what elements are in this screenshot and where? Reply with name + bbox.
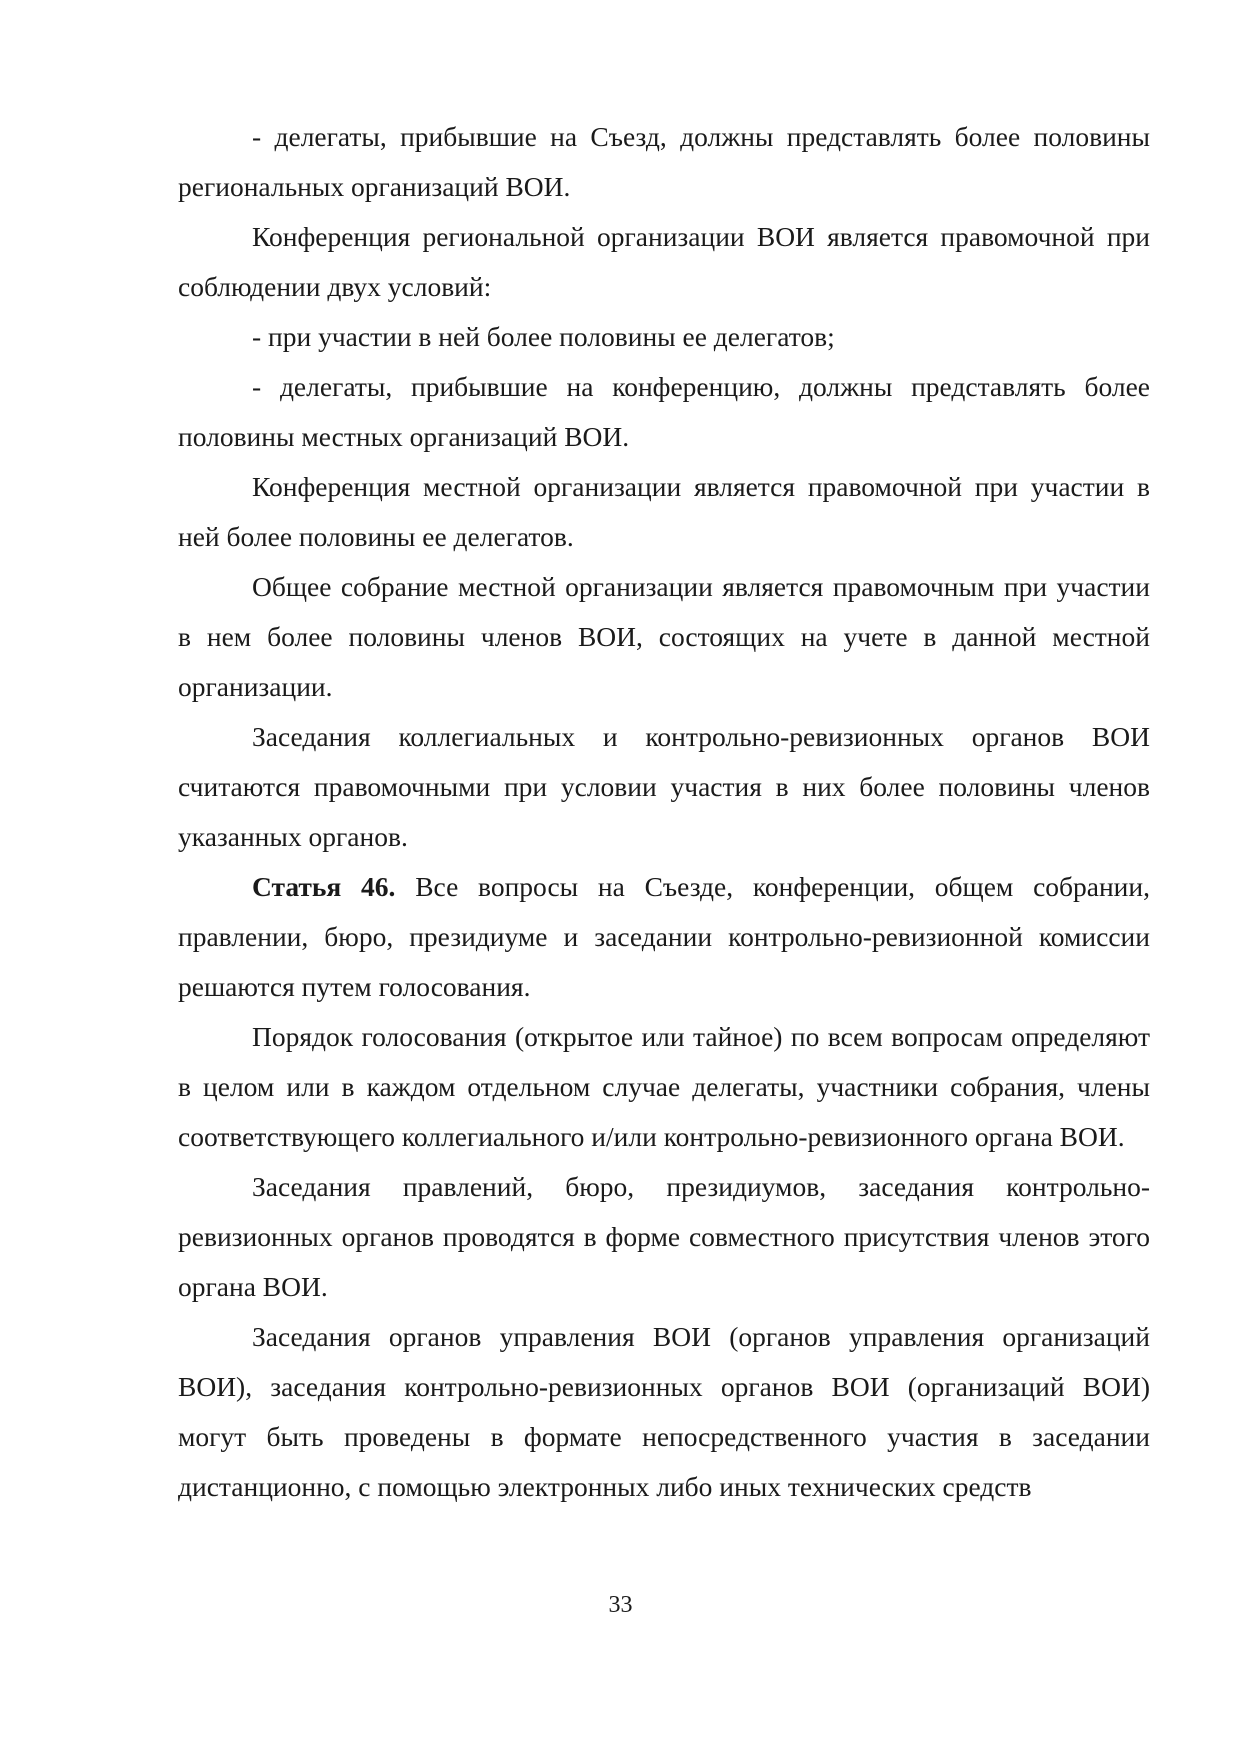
paragraph: - делегаты, прибывшие на конференцию, должны представлять более половины местных организаций ВОИ.: [178, 371, 1150, 452]
page-number: 33: [608, 1592, 633, 1618]
article-paragraph: [178, 862, 1150, 1012]
article-text: Все вопросы на Съезде, конференции, общем собрании, правлении, бюро, президиуме и заседании контрольно-ревизионной комиссии решаются путем голосования.: [178, 871, 1150, 1002]
article-label: Статья 46.: [252, 871, 396, 902]
document-body: [178, 112, 1150, 1512]
paragraph: Заседания органов управления ВОИ (органов управления организаций ВОИ), заседания контрольно-ревизионных органов ВОИ (организаций ВОИ) могут быть проведены в формате непосредственного участия в заседании дистанционно, с помощью электронных либо иных технических средств: [178, 1321, 1150, 1502]
paragraph: Конференция региональной организации ВОИ является правомочной при соблюдении двух условий:: [178, 221, 1150, 302]
paragraph: - делегаты, прибывшие на Съезд, должны представлять более половины региональных организаций ВОИ.: [178, 121, 1150, 202]
paragraph: Заседания правлений, бюро, президиумов, заседания контрольно-ревизионных органов проводятся в форме совместного присутствия членов этого органа ВОИ.: [178, 1171, 1150, 1302]
paragraph: Общее собрание местной организации является правомочным при участии в нем более половины членов ВОИ, состоящих на учете в данной местной организации.: [178, 571, 1150, 702]
paragraph: Заседания коллегиальных и контрольно-ревизионных органов ВОИ считаются правомочными при условии участия в них более половины членов указанных органов.: [178, 721, 1150, 852]
paragraph: Порядок голосования (открытое или тайное) по всем вопросам определяют в целом или в каждом отдельном случае делегаты, участники собрания, члены соответствующего коллегиального и/или контрольно-ревизионного органа ВОИ.: [178, 1021, 1150, 1152]
paragraph: Конференция местной организации является правомочной при участии в ней более половины ее делегатов.: [178, 471, 1150, 552]
paragraph: - при участии в ней более половины ее делегатов;: [252, 321, 835, 352]
